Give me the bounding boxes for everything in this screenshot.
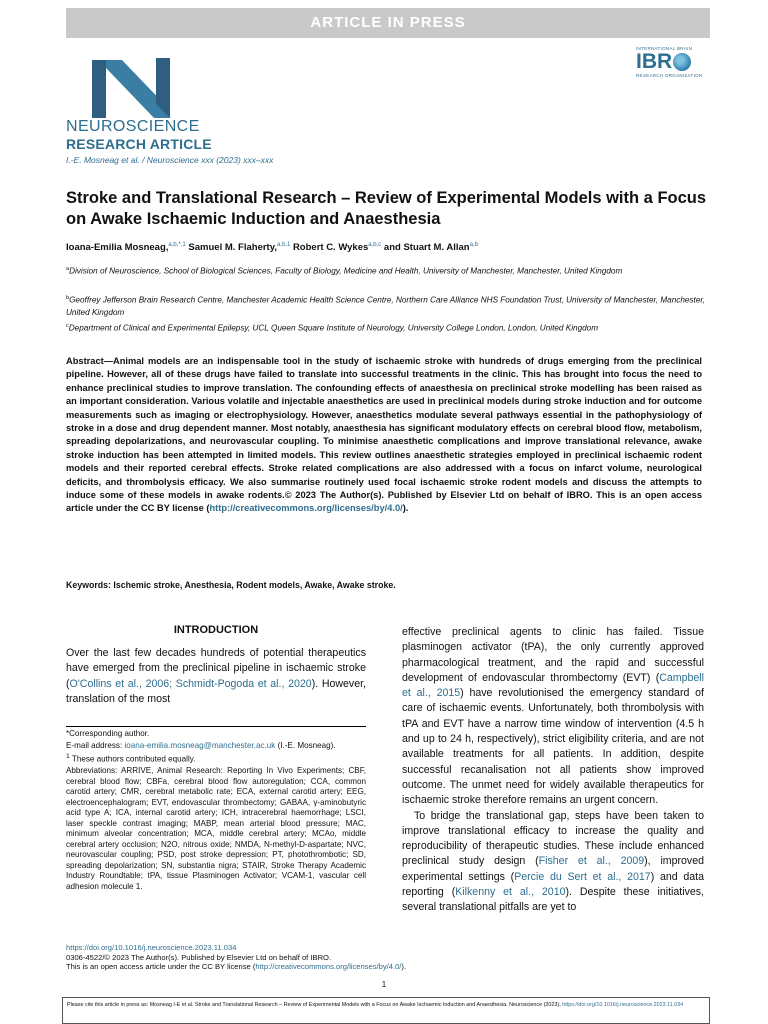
running-citation: I.-E. Mosneag et al. / Neuroscience xxx (2023) xxx–xxx	[66, 155, 274, 165]
license-link[interactable]: http://creativecommons.org/licenses/by/4.0/	[255, 962, 402, 972]
citation-link[interactable]: Campbell et al., 2015	[402, 671, 704, 700]
neuroscience-n-icon	[92, 58, 184, 118]
affiliation-c: $^c$Department of Clinical and Experimental Epilepsy, UCL Queen Square Institute of Neurology, University College London, London, United Kingdom	[66, 323, 599, 333]
page-number: 1	[381, 980, 387, 989]
section-label: RESEARCH ARTICLE	[66, 136, 212, 152]
ibro-logo[interactable]	[636, 46, 710, 86]
body-paragraph: effective preclinical agents to clinic has failed. Tissue plasminogen activator (tPA), the only currently approved pharmacological treatment, and the rapid and successful development of endovascular thrombectomy (EVT) (Campbell et al., 2015) have revolutionised the emergency standard of care of ischaemic events. Unfortunately, both thrombolysis with tPA and EVT have a narrow time window of intervention (4.5 h and up to 24 h, respectively), strict eligibility criteria, and are not available treatments for all patients. In addition, despite successful recanalisation not all patients show improved outcome. The unmet need for widely available therapeutics for ischaemic stroke therefore remains an urgent concern.	[402, 626, 704, 807]
ibro-mark	[636, 51, 710, 73]
citation-link[interactable]: O'Collins et al., 2006; Schmidt-Pogoda et al., 2020	[69, 677, 312, 690]
email-link[interactable]: ioana-emilia.mosneag@manchester.ac.uk	[124, 740, 276, 750]
citation-link[interactable]: Fisher et al., 2009	[538, 855, 645, 868]
section-heading: INTRODUCTION	[173, 624, 259, 636]
doi-link[interactable]: https://doi.org/10.1016/j.neuroscience.2023.11.034	[562, 1002, 684, 1008]
abstract-text: Abstract—Animal models are an indispensable tool in the study of ischaemic stroke with hundreds of drugs emerging from the preclinical pipeline. However, all of these drugs have failed to translate into successful treatments in the clinic. This has brought into focus the need to enhance preclinical studies to improve translation. The confounding effects of anaesthesia on preclinical stroke modelling has been raised as an important consideration. Various volatile and injectable anaesthetics are used in preclinical models during stroke induction and for outcome measurements such as imaging or electrophysiology. However, anaesthetics modulate several pathways essential in the pathophysiology of stroke in a dose and drug dependent manner. Most notably, anaesthesia has significant modulatory effects on cerebral blood flow, metabolism, spreading depolarizations, and neurovascular coupling. To minimise anaesthetic complications and improve translational relevance, awake stroke induction has been attempted in limited models. This review outlines anaesthetic strategies employed in preclinical ischaemic rodent models and their reported cerebral effects. Stroke related complications are also addressed with a focus on infarct volume, neurological deficits, and thrombolysis efficacy. We also summarise routinely used focal ischaemic stroke rodent models and discuss the attempts to induce some of these models in awake rodents.	[66, 356, 702, 501]
author-list	[66, 242, 716, 253]
ibro-mark-text: IBR	[636, 50, 673, 73]
article-title: Stroke and Translational Research – Review of Experimental Models with a Focus on Awake Ischaemic Induction and Anaesthesia	[66, 189, 707, 228]
abstract-copyright: © 2023 The Author(s). Published by Elsevier Ltd on behalf of IBRO. This is an open access article under the CC BY license (	[66, 490, 702, 514]
ibro-top-text: INTERNATIONAL BRAIN	[636, 46, 693, 51]
right-column	[402, 625, 704, 916]
author-name[interactable]: Ioana-Emilia Mosneag,	[66, 242, 169, 254]
author-name[interactable]: and Stuart M. Allan	[383, 242, 470, 254]
affiliation-a: $^a$Division of Neuroscience, School of Biological Sciences, Faculty of Biology, Medicine and Health, University of Manchester, Manchester, United Kingdom	[66, 266, 623, 276]
doi-link[interactable]: https://doi.org/10.1016/j.neuroscience.2023.11.034	[66, 943, 237, 952]
corresponding-author-note: *Corresponding author.	[66, 729, 150, 738]
article-in-press-banner: ARTICLE IN PRESS	[66, 8, 710, 38]
neuroscience-logo[interactable]	[64, 58, 284, 158]
doi-block	[66, 943, 406, 972]
ibro-bottom-text: RESEARCH ORGANIZATION	[636, 73, 703, 78]
license-line: This is an open access article under the CC BY license (http://creativecommons.org/licenses/by/4.0/).	[66, 962, 407, 972]
issn-line: 0306-4522/© 2023 The Author(s). Published by Elsevier Ltd on behalf of IBRO.	[66, 952, 332, 962]
abbreviations-note: Abbreviations: ARRIVE, Animal Research: Reporting In Vivo Experiments; CBF, cerebral blood flow; CBFa, cerebral blood flow autoregulation; CCA, common carotid artery; CMR, cerebral metabolic rate; ECA, external carotid artery; EEG, electroencephalogram; EVT, endovascular thrombectomy; GABAA, γ-aminobutyric acid type A; ICA, internal carotid artery; ICH, intracerebral haemorrhage; LSCI, laser speckle contrast imaging; MABP, mean arterial blood pressure; MAC, minimum alveolar concentration; MCA, middle cerebral artery; MCAo, middle cerebral artery occlusion; N2O, nitrous oxide; NMDA, N-methyl-D-aspartate; NVC, neurovascular coupling; PSD, post stroke depression; PT, photothrombotic; SD, spreading depolarization; SN, substantia nigra; STAIR, Stroke Therapy Academic Industry Roundtable; tPA, tissue Plasminogen Activator; VCAM-1, vascular cell adhesion molecule 1.	[66, 766, 366, 891]
journal-logo-word: NEUROSCIENCE	[66, 118, 200, 135]
citation-link[interactable]: Percie du Sert et al., 2017	[514, 870, 651, 883]
author-affil-sup[interactable]: a,b	[469, 242, 478, 248]
affiliation-b: $^b$Geoffrey Jefferson Brain Research Centre, Manchester Academic Health Science Centre, Northern Care Alliance NHS Foundation Trust, University of Manchester, Manchester, United Kingdom	[66, 295, 705, 317]
author-affil-sup[interactable]: a,b,1	[276, 242, 291, 248]
author-name[interactable]: Robert C. Wykes	[292, 242, 369, 254]
email-note: E-mail address: ioana-emilia.mosneag@manchester.ac.uk (I.-E. Mosneag).	[66, 740, 336, 750]
body-paragraph: To bridge the translational gap, steps have been taken to improve translational efficacy to increase the quality and reproducibility of therapeutic studies. These include enhanced preclinical study design (Fisher et al., 2009), improved experimental settings (Percie du Sert et al., 2017) and data reporting (Kilkenny et al., 2010). Despite these initiatives, several translational pitfalls are yet to	[402, 809, 705, 914]
intro-paragraph: Over the last few decades hundreds of potential therapeutics have emerged from the preclinical pipeline in ischaemic stroke (O'Collins et al., 2006; Schmidt-Pogoda et al., 2020). However, translation of the most	[66, 647, 366, 705]
license-link[interactable]: http://creativecommons.org/licenses/by/4.0/	[209, 503, 403, 514]
author-affil-sup[interactable]: a,b,*,1	[168, 242, 186, 248]
equal-contribution-note: $^1$ These authors contributed equally.	[66, 753, 196, 764]
abstract: Abstract—Animal models are an indispensable tool in the study of ischaemic stroke with hundreds of drugs emerging from the preclinical pipeline. However, all of these drugs have failed to translate into successful treatments in the clinic. This has brought into focus the need to enhance preclinical studies to improve translation. The confounding effects of anaesthesia on preclinical stroke modelling has been raised as an important consideration. Various volatile and injectable anaesthetics are used in preclinical models during stroke induction and for outcome measurements such as imaging or electrophysiology. However, anaesthetics modulate several pathways essential in the pathophysiology of stroke in a dose and drug dependent manner. Most notably, anaesthesia has significant modulatory effects on cerebral blood flow, metabolism, spreading depolarizations, and neurovascular coupling. To minimise anaesthetic complications and improve translational relevance, awake stroke induction has been attempted in limited models. This review outlines anaesthetic strategies employed in preclinical ischaemic rodent models and their reported cerebral effects. Stroke related complications are also addressed with a focus on infarct volume, neurological deficits, and thrombolysis efficacy. We also summarise routinely used focal ischaemic stroke rodent models and discuss the attempts to induce some of these models in awake rodents.© 2023 The Author(s). Published by Elsevier Ltd on behalf of IBRO. This is an open access article under the CC BY license (http://creativecommons.org/licenses/by/4.0/).	[66, 356, 702, 514]
author-name[interactable]: Samuel M. Flaherty,	[188, 242, 277, 254]
keywords: Keywords: Ischemic stroke, Anesthesia, Rodent models, Awake, Awake stroke.	[66, 580, 396, 590]
citation-link[interactable]: Kilkenny et al., 2010	[455, 886, 566, 899]
author-affil-sup[interactable]: a,b,c	[368, 242, 382, 248]
cite-box: Please cite this article in press as: Mosneag I-E et al. Stroke and Translational Research – Review of Experimental Models with a Focus on Awake Ischaemic Induction and Anaesthesia. Neuroscience (2023), https://doi.org/10.1016/j.neuroscience.2023.11.034	[62, 997, 710, 1024]
footnotes	[66, 729, 366, 893]
left-column	[66, 624, 366, 707]
footnote-divider	[66, 726, 366, 727]
globe-icon	[673, 53, 691, 71]
